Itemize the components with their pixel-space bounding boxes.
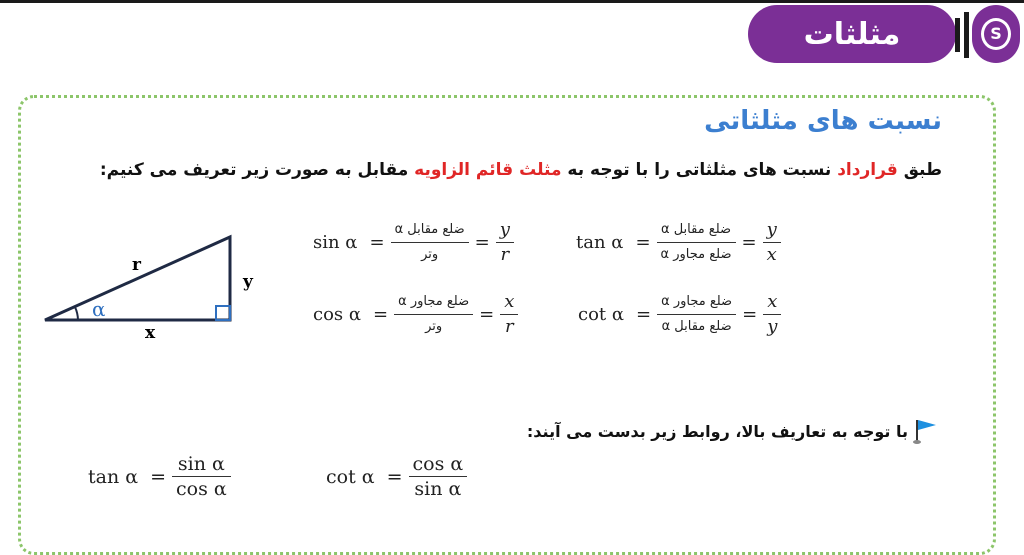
right-angle-marker	[216, 306, 230, 320]
intro-text	[62, 160, 942, 180]
sin-var-fraction	[496, 218, 514, 267]
triangle-shape	[45, 237, 230, 320]
equals-sign: =	[373, 304, 389, 326]
section-title: نسبت های مثلثاتی	[704, 106, 942, 136]
right-triangle-figure	[40, 225, 260, 345]
sin-word-fraction	[391, 218, 469, 267]
tan-relation-num: sin α	[177, 453, 225, 475]
tan-word-fraction	[657, 218, 736, 267]
opp-label: y	[243, 272, 253, 292]
tan-var-fraction	[763, 218, 781, 267]
tan-num-text: ضلع مقابل α	[660, 222, 732, 237]
relations-lead-text: با توجه به تعاریف بالا، روابط زیر بدست می آیند:	[526, 421, 908, 441]
cot-relation-den: sin α	[414, 478, 462, 501]
tan-relation-fraction	[172, 452, 231, 501]
cos-formula	[313, 290, 518, 339]
equals-sign: =	[741, 232, 757, 254]
flag-icon	[912, 416, 942, 446]
tan-relation	[88, 452, 231, 501]
adj-label: x	[145, 323, 156, 343]
cot-relation-fraction	[409, 452, 468, 501]
equals-sign: =	[635, 232, 651, 254]
intro-part: طبق	[897, 160, 942, 180]
cos-den-var: r	[504, 316, 514, 338]
cos-var-fraction	[500, 290, 518, 339]
tan-num-var: y	[766, 219, 777, 240]
sin-den-var: r	[500, 244, 510, 266]
cot-fn: cot α	[578, 304, 625, 326]
chapter-badge	[748, 5, 956, 63]
tan-relation-den: cos α	[176, 478, 227, 501]
intro-part: نسبت های مثلثاتی را با توجه به	[561, 160, 838, 180]
intro-highlight: قرارداد	[837, 160, 898, 180]
cos-num-var: x	[504, 291, 515, 312]
cot-relation-fn: cot α	[326, 465, 375, 488]
cot-var-fraction	[763, 290, 781, 339]
logo	[972, 5, 1020, 63]
cot-word-fraction	[657, 290, 736, 339]
cot-num-text: ضلع مجاور α	[661, 294, 733, 309]
tan-relation-fn: tan α	[88, 465, 139, 488]
tan-fn: tan α	[576, 232, 624, 254]
badge-divider	[964, 12, 969, 58]
angle-label: α	[92, 297, 106, 321]
logo-letter: S	[981, 18, 1011, 50]
sin-den-text: وتر	[421, 247, 439, 263]
angle-arc	[75, 307, 78, 320]
sin-num-text: ضلع مقابل α	[394, 222, 465, 237]
sin-formula	[313, 218, 514, 267]
cot-den-text: ضلع مقابل α	[661, 319, 732, 335]
badge-divider	[955, 18, 960, 52]
tan-den-var: x	[766, 244, 777, 266]
tan-formula	[576, 218, 781, 267]
cos-word-fraction	[394, 290, 473, 339]
tan-den-text: ضلع مجاور α	[660, 247, 732, 263]
cos-fn: cos α	[313, 304, 362, 326]
cot-formula	[578, 290, 781, 339]
cot-relation-num: cos α	[412, 453, 464, 475]
cot-num-var: x	[767, 291, 778, 312]
cos-den-text: وتر	[425, 319, 443, 335]
cot-den-var: y	[767, 316, 778, 338]
equals-sign: =	[150, 465, 166, 488]
equals-sign: =	[636, 304, 652, 326]
sin-num-var: y	[499, 219, 510, 240]
equals-sign: =	[474, 232, 490, 254]
equals-sign: =	[369, 232, 385, 254]
cos-num-text: ضلع مجاور α	[398, 294, 470, 309]
top-border	[0, 0, 1024, 3]
equals-sign: =	[742, 304, 758, 326]
hyp-label: r	[132, 255, 141, 275]
relations-lead	[527, 416, 942, 446]
intro-part: مقابل به صورت زیر تعریف می کنیم:	[99, 160, 415, 180]
sin-fn: sin α	[313, 232, 358, 254]
cot-relation	[326, 452, 467, 501]
chapter-badge-title: مثلثات	[803, 16, 901, 52]
equals-sign: =	[479, 304, 495, 326]
intro-highlight: مثلث قائم الزاویه	[414, 160, 562, 180]
equals-sign: =	[386, 465, 403, 488]
